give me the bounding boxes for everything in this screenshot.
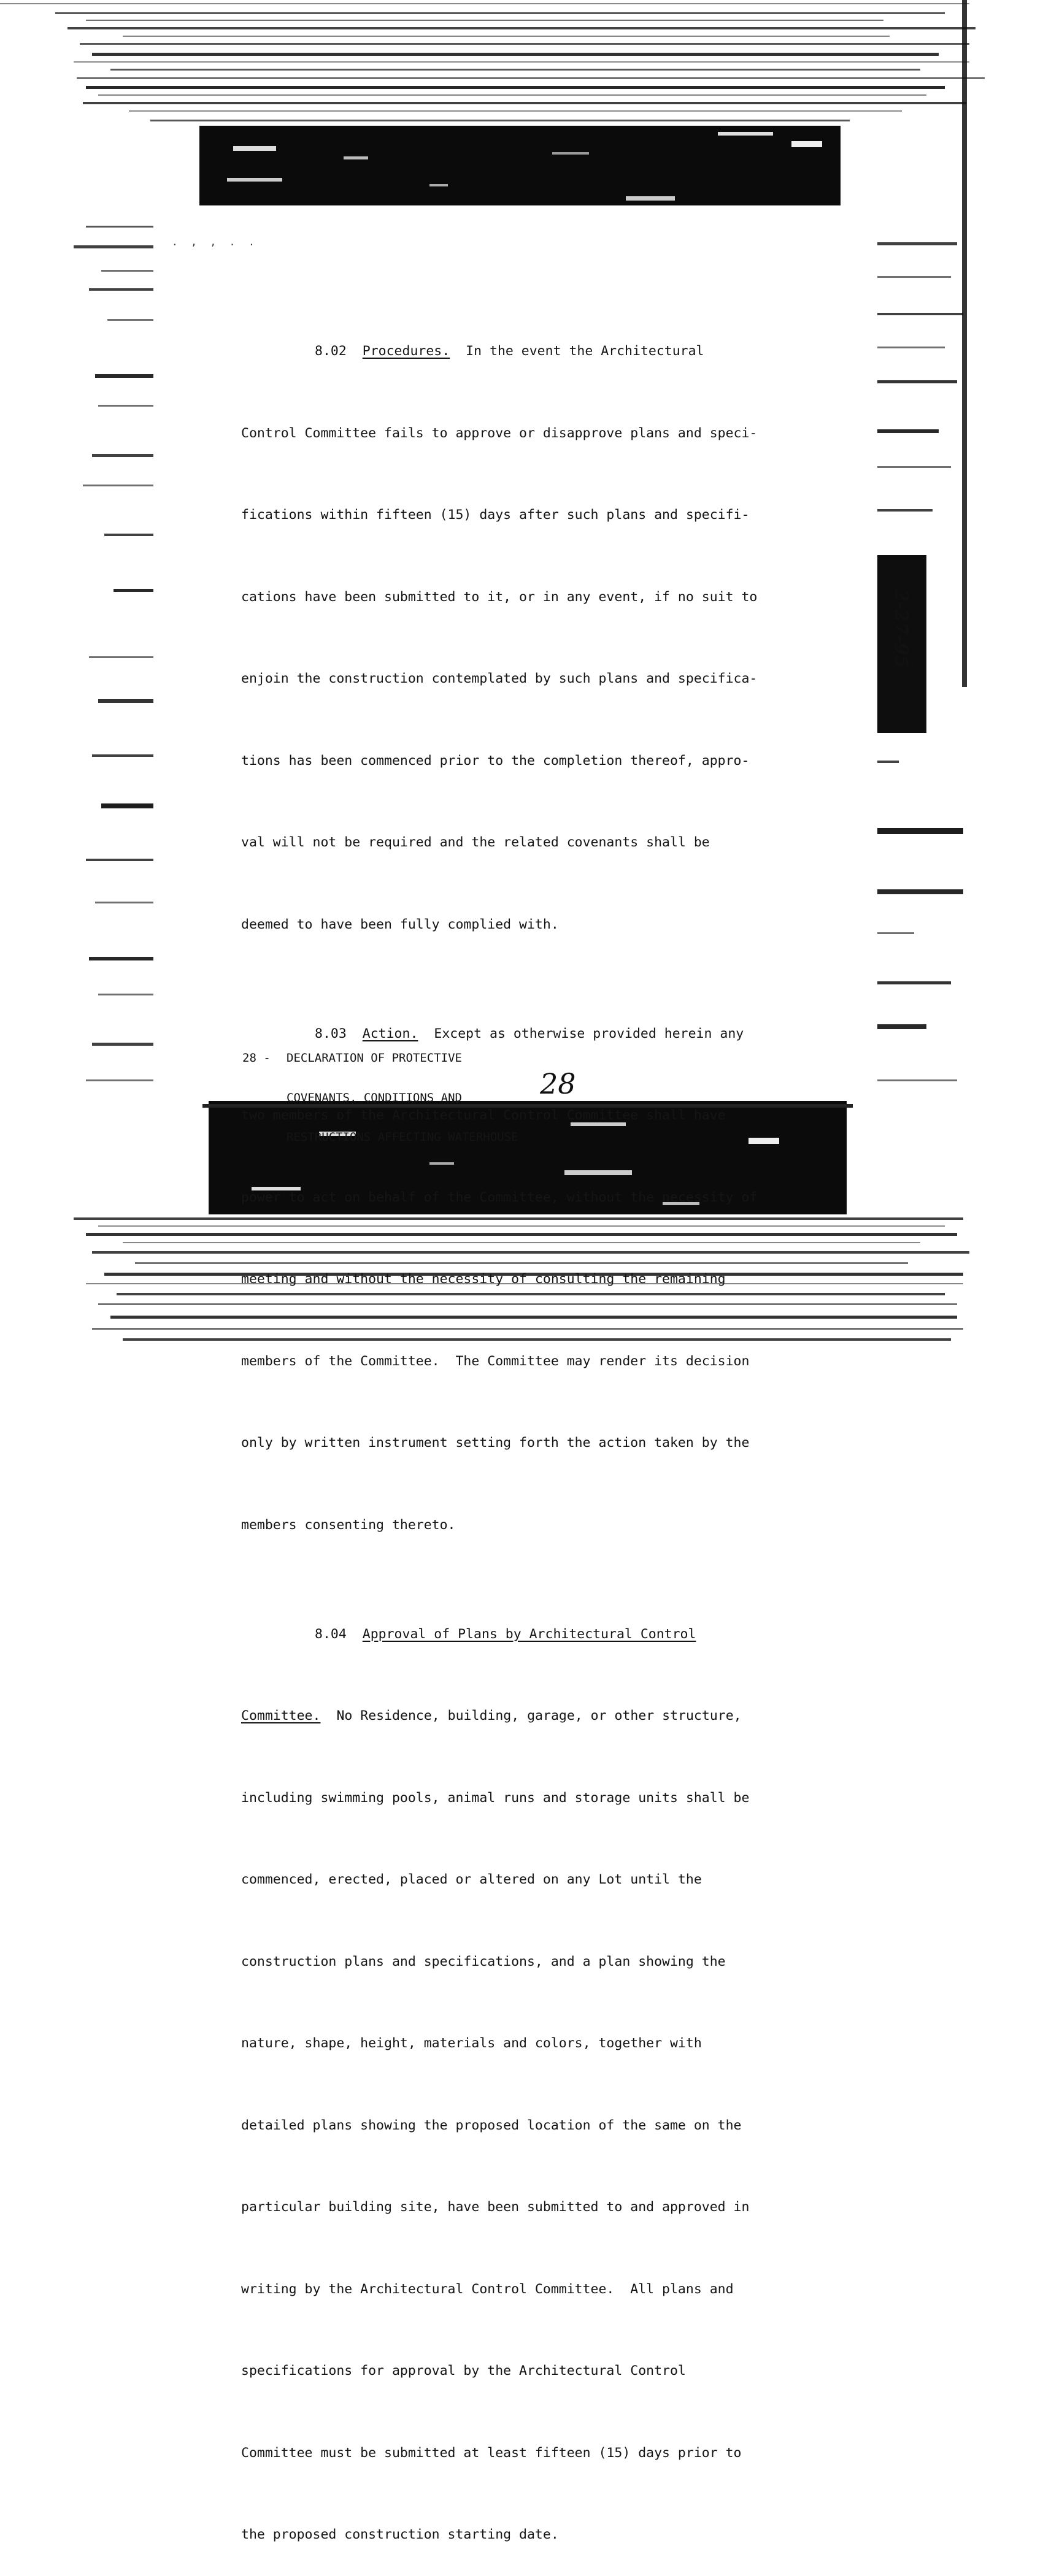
section-803-line: meeting and without the necessity of consulting the remaining [241, 1271, 726, 1287]
document-body [241, 283, 796, 2576]
section-803-line: Except as otherwise provided herein any [434, 1025, 744, 1041]
section-803-line: only by written instrument setting forth the action taken by the [241, 1435, 750, 1451]
stamp-date: 2-27-95 [890, 589, 912, 669]
section-802-line: val will not be required and the related covenants shall be [241, 835, 710, 850]
section-804-line: specifications for approval by the Architectural Control [241, 2363, 686, 2379]
section-803-line: power to act on behalf of the Committee, without the necessity of [241, 1189, 758, 1205]
left-margin-streaks [74, 226, 153, 1081]
section-804-line: the proposed construction starting date. [241, 2527, 559, 2542]
footer-first-line [242, 1052, 518, 1065]
section-802-first-line [241, 338, 796, 366]
section-804-line: particular building site, have been submitted to and approved in [241, 2199, 750, 2215]
footer-title-line: COVENANTS, CONDITIONS AND [287, 1091, 462, 1105]
top-dark-band [199, 126, 841, 205]
section-804-line: No Residence, building, garage, or other structure, [336, 1708, 742, 1723]
section-804-second-line [241, 1703, 796, 1730]
section-802-line: tions has been commenced prior to the completion thereof, appro- [241, 753, 750, 769]
section-804-line: commenced, erected, placed or altered on any Lot until the [241, 1872, 702, 1887]
section-802-line: enjoin the construction contemplated by such plans and specifica- [241, 671, 758, 686]
section-804-heading: Approval of Plans by Architectural Control [362, 1626, 696, 1642]
section-802-heading: Procedures. [362, 343, 450, 359]
section-802-line: cations have been submitted to it, or in any event, if no suit to [241, 589, 758, 605]
section-804-heading-cont: Committee. [241, 1708, 321, 1723]
page-footer [242, 1025, 518, 1157]
section-803-heading: Action. [362, 1025, 418, 1041]
section-803-line: members consenting thereto. [241, 1517, 456, 1533]
section-802-line: Control Committee fails to approve or disapprove plans and speci- [241, 425, 758, 441]
footer-title-line: DECLARATION OF PROTECTIVE [287, 1051, 462, 1065]
section-804-first-line [241, 1621, 796, 1649]
section-804-line: nature, shape, height, materials and colors, together with [241, 2036, 702, 2051]
section-802-line: fications within fifteen (15) days after such plans and specifi- [241, 507, 750, 523]
section-804-line: including swimming pools, animal runs and storage units shall be [241, 1790, 750, 1806]
section-802-number: 8.02 [315, 343, 347, 359]
handwritten-page-number: 28 [540, 1067, 576, 1100]
section-802-line: In the event the Architectural [466, 343, 704, 359]
section-803-number: 8.03 [315, 1025, 347, 1041]
section-803-line: members of the Committee. The Committee may render its decision [241, 1353, 750, 1369]
section-803-line: two members of the Architectural Control Committee shall have [241, 1108, 726, 1123]
section-804-line: detailed plans showing the proposed location of the same on the [241, 2117, 742, 2133]
page-marks: . , , . . [172, 236, 258, 248]
section-804-line: Committee must be submitted at least fifteen (15) days prior to [241, 2445, 742, 2461]
footer-title-line: RESTRUCTIONS AFFECTING WATERHOUSE [287, 1130, 518, 1144]
section-804-number: 8.04 [315, 1626, 347, 1642]
section-804-line: writing by the Architectural Control Committee. All plans and [241, 2281, 734, 2297]
section-804-line: construction plans and specifications, and a plan showing the [241, 1953, 726, 1969]
section-802-line: deemed to have been fully complied with. [241, 916, 559, 932]
footer-page-ref: 28 - [242, 1051, 271, 1065]
